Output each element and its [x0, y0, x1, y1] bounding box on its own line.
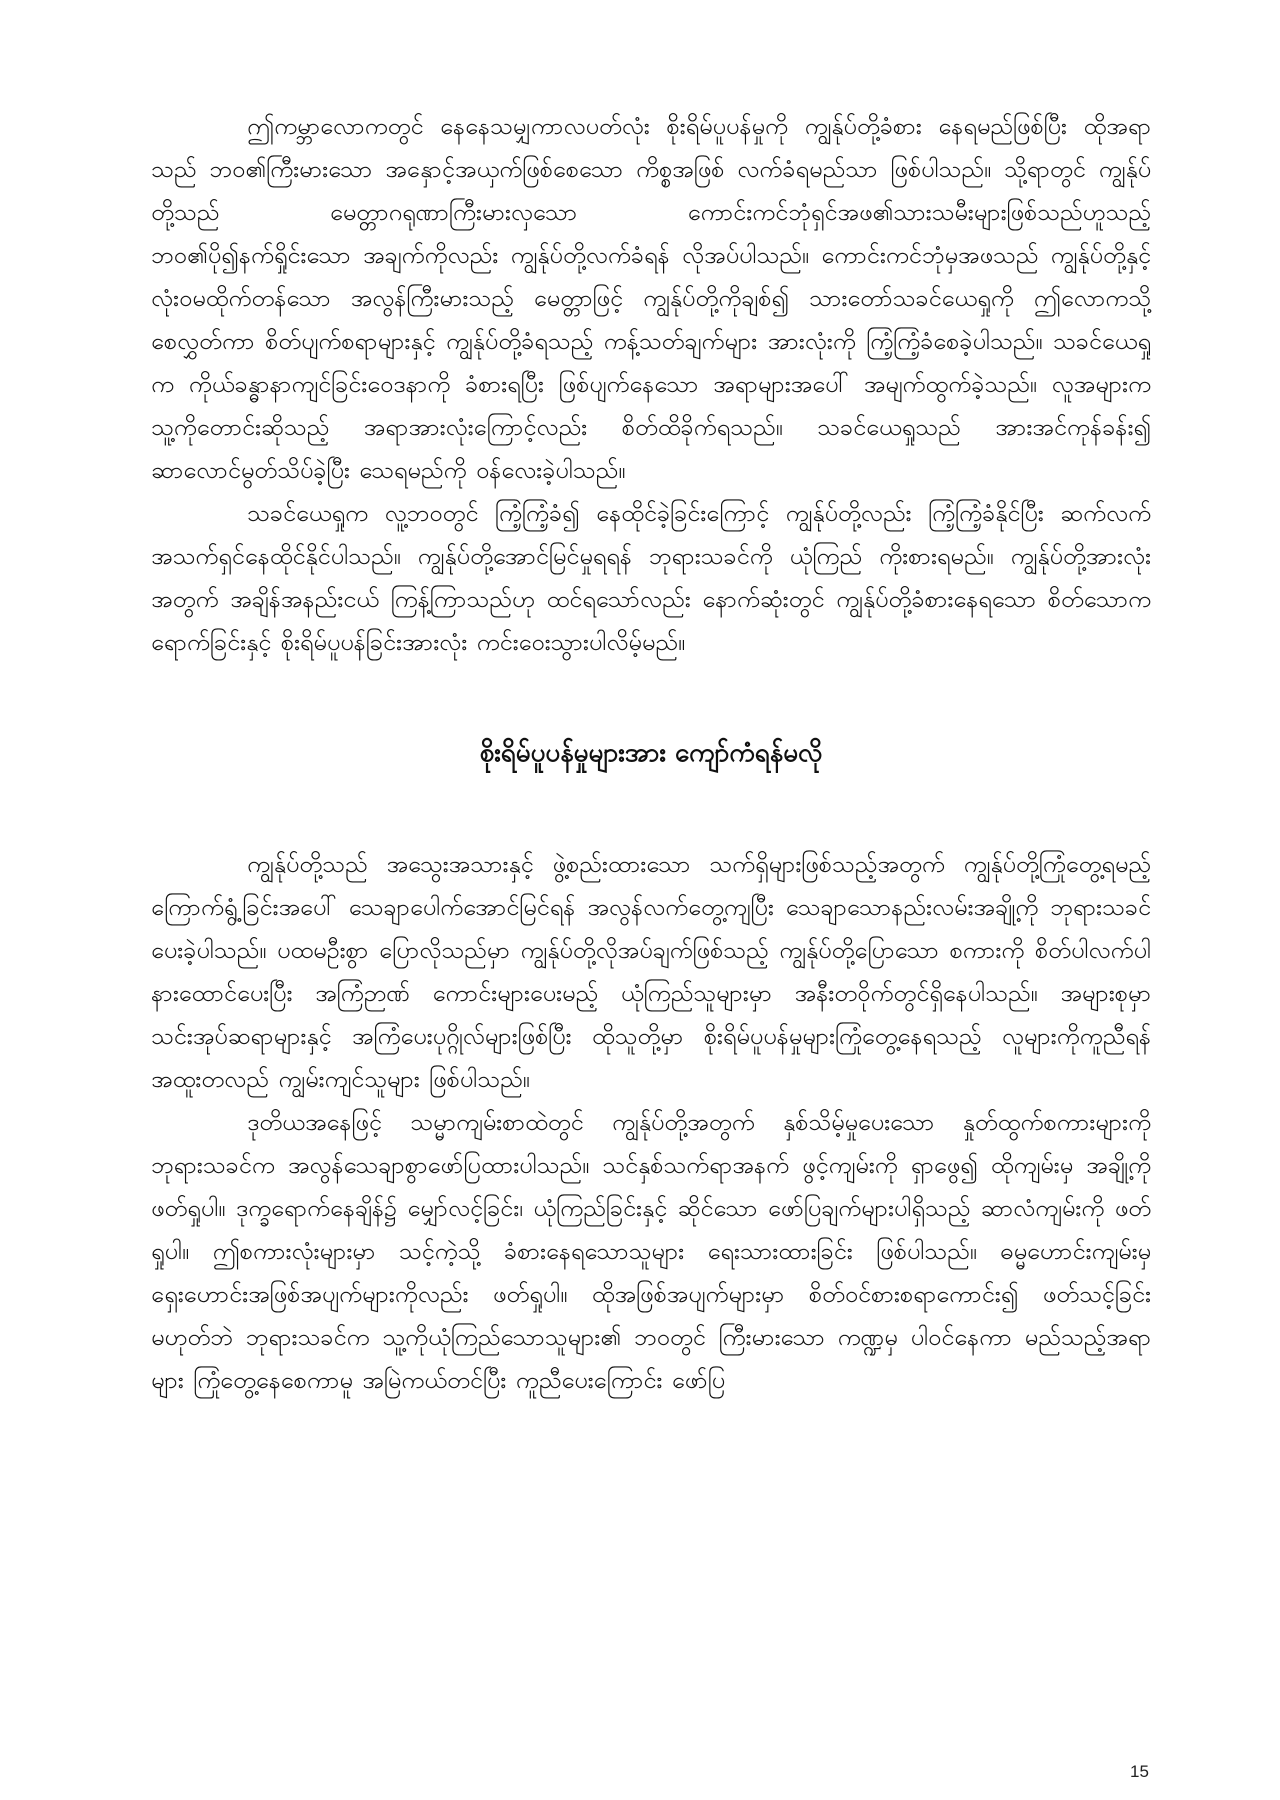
body-paragraph-4: ဒုတိယအနေဖြင့် သမ္မာကျမ်းစာထဲတွင် ကျွန်ုပ်တို့အတွက် နှစ်သိမ့်မှုပေးသော နှုတ်ထွက်စကားများကို ဘုရားသခင်က အလွန်သေချာစွာဖော်ပြထားပါသည်။ သင်နှစ်သက်ရာအနက် ဖွင့်ကျမ်းကို ရှာဖွေ၍ ထိုကျမ်းမှ အချို့ကိုဖတ်ရှုပါ။ ဒုက္ခရောက်နေချိန်၌ မျှော်လင့်ခြင်း၊ ယုံကြည်ခြင်းနှင့် ဆိုင်သော ဖော်ပြချက်များပါရှိသည့် ဆာလံကျမ်းကို ဖတ်ရှုပါ။ ဤစကားလုံးများမှာ သင့်ကဲ့သို့ ခံစားနေရသောသူများ ရေးသားထားခြင်း ဖြစ်ပါသည်။ ဓမ္မဟောင်းကျမ်းမှ ရှေးဟောင်းအဖြစ်အပျက်များကိုလည်း ဖတ်ရှုပါ။ ထိုအဖြစ်အပျက်များမှာ စိတ်ဝင်စားစရာကောင်း၍ ဖတ်သင့်ခြင်း မဟုတ်ဘဲ ဘုရားသခင်က သူ့ကိုယုံကြည်သောသူများ၏ ဘဝတွင် ကြီးမားသော ကဏ္ဍမှ ပါဝင်နေကာ မည်သည့်အရာများ ကြုံတွေ့နေစေကာမူ အမြဲကယ်တင်ပြီး ကူညီပေးကြောင်း ဖော်ပြ	[151, 1108, 1151, 1394]
body-paragraph-1: ဤကမ္ဘာလောကတွင် နေနေသမျှကာလပတ်လုံး စိုးရိမ်ပူပန်မှုကို ကျွန်ုပ်တို့ခံစား နေရမည်ဖြစ်ပြီး ထိုအရာသည် ဘဝ၏ကြီးမားသော အနှောင့်အယှက်ဖြစ်စေသော ကိစ္စအဖြစ် လက်ခံရမည်သာ ဖြစ်ပါသည်။ သို့ရာတွင် ကျွန်ုပ်တို့သည် မေတ္တာဂရုဏာကြီးမားလှသော ကောင်းကင်ဘုံရှင်အဖ၏သားသမီးများဖြစ်သည်ဟူသည့် ဘဝ၏ပို၍နက်ရှိုင်းသော အချက်ကိုလည်း ကျွန်ုပ်တို့လက်ခံရန် လိုအပ်ပါသည်။ ကောင်းကင်ဘုံမှအဖသည် ကျွန်ုပ်တို့နှင့် လုံးဝမထိုက်တန်သော အလွန်ကြီးမားသည့် မေတ္တာဖြင့် ကျွန်ုပ်တို့ကိုချစ်၍ သားတော်သခင်ယေရှုကို ဤလောကသို့ စေလွှတ်ကာ စိတ်ပျက်စရာများနှင့် ကျွန်ုပ်တို့ခံရသည့် ကန့်သတ်ချက်များ အားလုံးကို ကြံ့ကြံ့ခံစေခဲ့ပါသည်။ သခင်ယေရှုက ကိုယ်ခန္ဓာနာကျင်ခြင်းဝေဒနာကို ခံစားရပြီး ဖြစ်ပျက်နေသော အရာများအပေါ် အမျက်ထွက်ခဲ့သည်။ လူအများက သူ့ကိုတောင်းဆိုသည့် အရာအားလုံးကြောင့်လည်း စိတ်ထိခိုက်ရသည်။ သခင်ယေရှုသည် အားအင်ကုန်ခန်း၍ ဆာလောင်မွတ်သိပ်ခဲ့ပြီး သေရမည်ကို ဝန်လေးခဲ့ပါသည်။	[151, 112, 1151, 484]
section-heading: စိုးရိမ်ပူပန်မှုများအား ကျော်ကံရန်မလို	[479, 738, 823, 768]
section-spacer-bottom	[151, 775, 1151, 843]
body-paragraph-3: ကျွန်ုပ်တို့သည် အသွေးအသားနှင့် ဖွဲ့စည်းထားသော သက်ရှိများဖြစ်သည့်အတွက် ကျွန်ုပ်တို့ကြုံတွေ့ရမည့် ကြောက်ရွံ့ခြင်းအပေါ် သေချာပေါက်အောင်မြင်ရန် အလွန်လက်တွေ့ကျပြီး သေချာသောနည်းလမ်းအချို့ကို ဘုရားသခင်ပေးခဲ့ပါသည်။ ပထမဦးစွာ ပြောလိုသည်မှာ ကျွန်ုပ်တို့လိုအပ်ချက်ဖြစ်သည့် ကျွန်ုပ်တို့ပြောသော စကားကို စိတ်ပါလက်ပါ နားထောင်ပေးပြီး အကြံဉာဏ် ကောင်းများပေးမည့် ယုံကြည်သူများမှာ အနီးတဝိုက်တွင်ရှိနေပါသည်။ အများစုမှာ သင်းအုပ်ဆရာများနှင့် အကြံပေးပုဂ္ဂိုလ်များဖြစ်ပြီး ထိုသူတို့မှာ စိုးရိမ်ပူပန်မှုများကြုံတွေ့နေရသည့် လူများကိုကူညီရန် အထူးတလည် ကျွမ်းကျင်သူများ ဖြစ်ပါသည်။	[151, 850, 1151, 1093]
section-spacer-top	[151, 664, 1151, 732]
page-content	[151, 105, 1151, 1402]
page-number: 15	[1130, 1762, 1149, 1781]
body-paragraph-2: သခင်ယေရှုက လူ့ဘဝတွင် ကြံ့ကြံ့ခံ၍ နေထိုင်ခဲ့ခြင်းကြောင့် ကျွန်ုပ်တို့လည်း ကြံ့ကြံ့ခံနိုင်ပြီး ဆက်လက်အသက်ရှင်နေထိုင်နိုင်ပါသည်။ ကျွန်ုပ်တို့အောင်မြင်မှုရရန် ဘုရားသခင်ကို ယုံကြည် ကိုးစားရမည်။ ကျွန်ုပ်တို့အားလုံးအတွက် အချိန်အနည်းငယ် ကြန့်ကြာသည်ဟု ထင်ရသော်လည်း နောက်ဆုံးတွင် ကျွန်ုပ်တို့ခံစားနေရသော စိတ်သောကရောက်ခြင်းနှင့် စိုးရိမ်ပူပန်ခြင်းအားလုံး ကင်းဝေးသွားပါလိမ့်မည်။	[151, 499, 1151, 656]
